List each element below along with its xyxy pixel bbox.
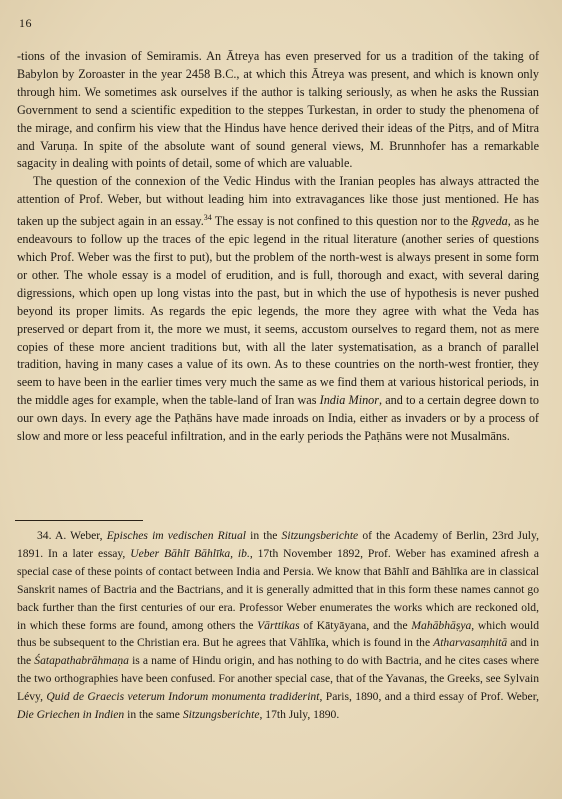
fn-text: , 17th July, 1890. (259, 708, 340, 722)
fn-title-sitzungsberichte: Sitzungsberichte (281, 529, 359, 542)
footnote-ref-34: 34 (203, 213, 212, 223)
p2-text-b: The essay is not confined to this question nor to the (211, 214, 472, 229)
fn-text: of the Academy of Berlin, 23rd July, 1891. In a later essay, (17, 529, 539, 560)
fn-text: 34. A. Weber, (37, 529, 107, 542)
p2-text-c: , as he endeavours to follow up the traces of the epic legend in the ritual literature (another series of questions which Prof. Weber was the first to put), but the problem of the north-west is always present in some form or other. The whole essay is a model of erudition, and is full, thorough and exact, with several daring digressions, which open up long vistas into the past, but in which the use of hypothesis is never pushed beyond its proper limits. As regards the epic legends, the more they agree with what the Veda has preserved or depart from it, the more we must, it seems, accustom ourselves to regard them, not as mere copies of these more ancient traditions but, with all the later systematisation, as a branch of parallel tradition, having in many cases a value of its own. As to these countries on the north-west frontier, they seem to have been in the earlier times very much the same as we find them at various historical periods, in the middle ages for example, when the table-land of Iran was (17, 214, 539, 408)
page-number: 16 (19, 16, 32, 30)
fn-text: , which would thus be subsequent to the Christian era. But he agrees that Vāhlīka, which is found in the (17, 618, 539, 650)
rgveda-title: Ṛgveda (471, 214, 508, 229)
fn-title-ueber-bahli: Ueber Bāhlī Bāhlīka, ib. (130, 546, 250, 560)
fn-text: in the same (124, 708, 183, 722)
fn-title-episches: Episches im vedischen Ritual (106, 529, 246, 542)
fn-title-sitzungsberichte: Sitzungsberichte (182, 708, 260, 722)
fn-text: is a name of Hindu origin, and has nothing to do with Bactria, and he cites cases where the two orthographies have been confused. For another special case, that of the Yavanas, the Greeks, see Sylvain Lévy, (17, 654, 540, 704)
fn-title-quid-de-graecis: Quid de Graecis veterum Indorum monumenta tradiderint (46, 690, 320, 704)
fn-term-mahabhasya: Mahābhāṣya (411, 618, 472, 632)
p2-text-d: , and to a certain degree down to our own days. In every age the Paṭhāns have made inroads on India, either as invaders or by a process of slow and more or less peaceful infiltration, and in the early periods the Paṭhāns were not Musalmāns. (17, 393, 539, 444)
footnote-34 (17, 527, 539, 724)
body-text (17, 48, 539, 446)
paragraph-1: -tions of the invasion of Semiramis. An Ātreya has even preserved for us a tradition of the taking of Babylon by Zoroaster in the year 2458 B.C., at which this Ātreya was present, and which is known only through him. We sometimes ask ourselves if the author is talking seriously, as when he asks the Russian Government to send a scientific expedition to the steppes Turkestan, in order to study the phenomena of the mirage, and confirm his view that the Hindus have hence derived their ideas of the Pitṛs, and of Mitra and Varuṇa. In spite of the absolute want of sound general views, M. Brunnhofer has a remarkable sagacity in dealing with points of detail, some of which are valuable. (17, 49, 539, 171)
fn-text: and in the (17, 636, 539, 668)
india-minor-term: India Minor (319, 393, 380, 408)
fn-term-satapathabrahmana: Śatapathabrāhmaṇa (34, 654, 129, 668)
paragraph-2 (17, 173, 539, 446)
fn-term-atharvasamhita: Atharvasaṃhitā (433, 636, 508, 650)
footnote-divider (15, 520, 143, 521)
fn-text: , 17th November 1892, Prof. Weber has examined afresh a special case of these points of contact between India and Persia. We know that Bāhlī and Bāhlīka are in classical Sanskrit names of Bactria and the Bactrians, and it is generally admitted that in this form these names cannot go back further than the first centuries of our era. Professor Weber enumerates the works which are reckoned old, in which these forms are found, among others the (17, 546, 539, 632)
fn-title-griechen-in-indien: Die Griechen in Indien (17, 708, 125, 722)
fn-text: of Kātyāyana, and the (299, 618, 412, 632)
fn-text: in the (245, 529, 282, 542)
fn-term-varttikas: Vārttikas (257, 618, 300, 632)
fn-text: , Paris, 1890, and a third essay of Prof. Weber, (319, 690, 539, 704)
p2-text-a: The question of the connexion of the Vedic Hindus with the Iranian peoples has always attracted the attention of Prof. Weber, but without leading him into extravagances like those just mentioned. He has taken up the subject again in an essay. (17, 174, 539, 229)
